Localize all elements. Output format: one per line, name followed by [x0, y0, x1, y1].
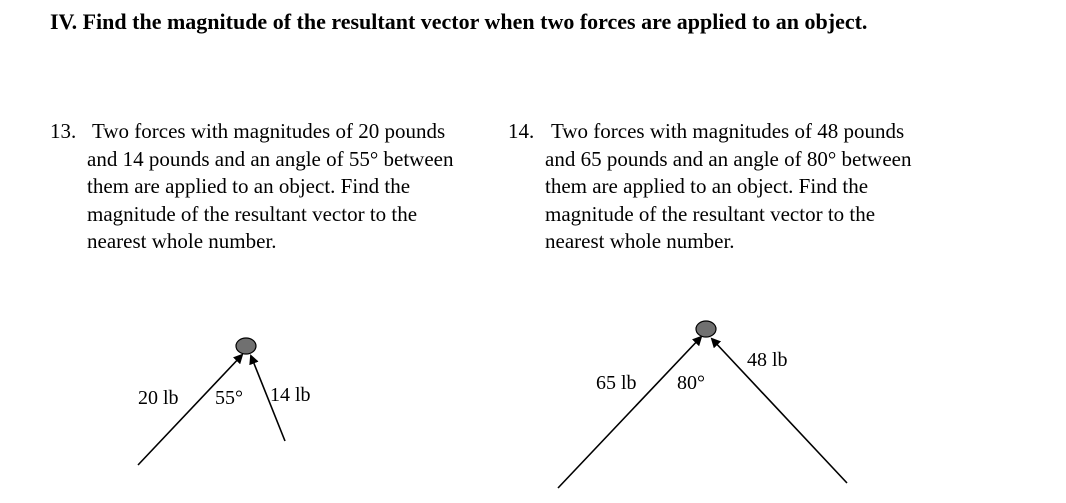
force-label-right: 48 lb	[747, 349, 788, 371]
force-vector-20lb	[138, 355, 242, 465]
problem-text: Two forces with magnitudes of 48 pounds and 65 pounds and an angle of 80° between them are applied to an object. Find the magnitude of the resultant vector to the nearest whole number.	[545, 119, 912, 253]
object-dot	[696, 321, 716, 337]
force-label-left: 65 lb	[596, 372, 637, 394]
force-diagram-13	[138, 338, 311, 465]
problem-text: Two forces with magnitudes of 20 pounds and 14 pounds and an angle of 55° between them are applied to an object. Find the magnitude of the resultant vector to the nearest whole number.	[87, 119, 454, 253]
section-heading: IV. Find the magnitude of the resultant vector when two forces are applied to an object.	[50, 9, 868, 34]
object-dot	[236, 338, 256, 354]
problem-number: 13.	[50, 119, 77, 143]
angle-label: 55°	[215, 387, 243, 409]
force-label-left: 20 lb	[138, 387, 179, 409]
force-diagram-14	[558, 321, 847, 488]
angle-label: 80°	[677, 372, 705, 394]
force-label-right: 14 lb	[270, 384, 311, 406]
force-vector-65lb	[558, 337, 701, 488]
problem-number: 14.	[508, 119, 535, 143]
